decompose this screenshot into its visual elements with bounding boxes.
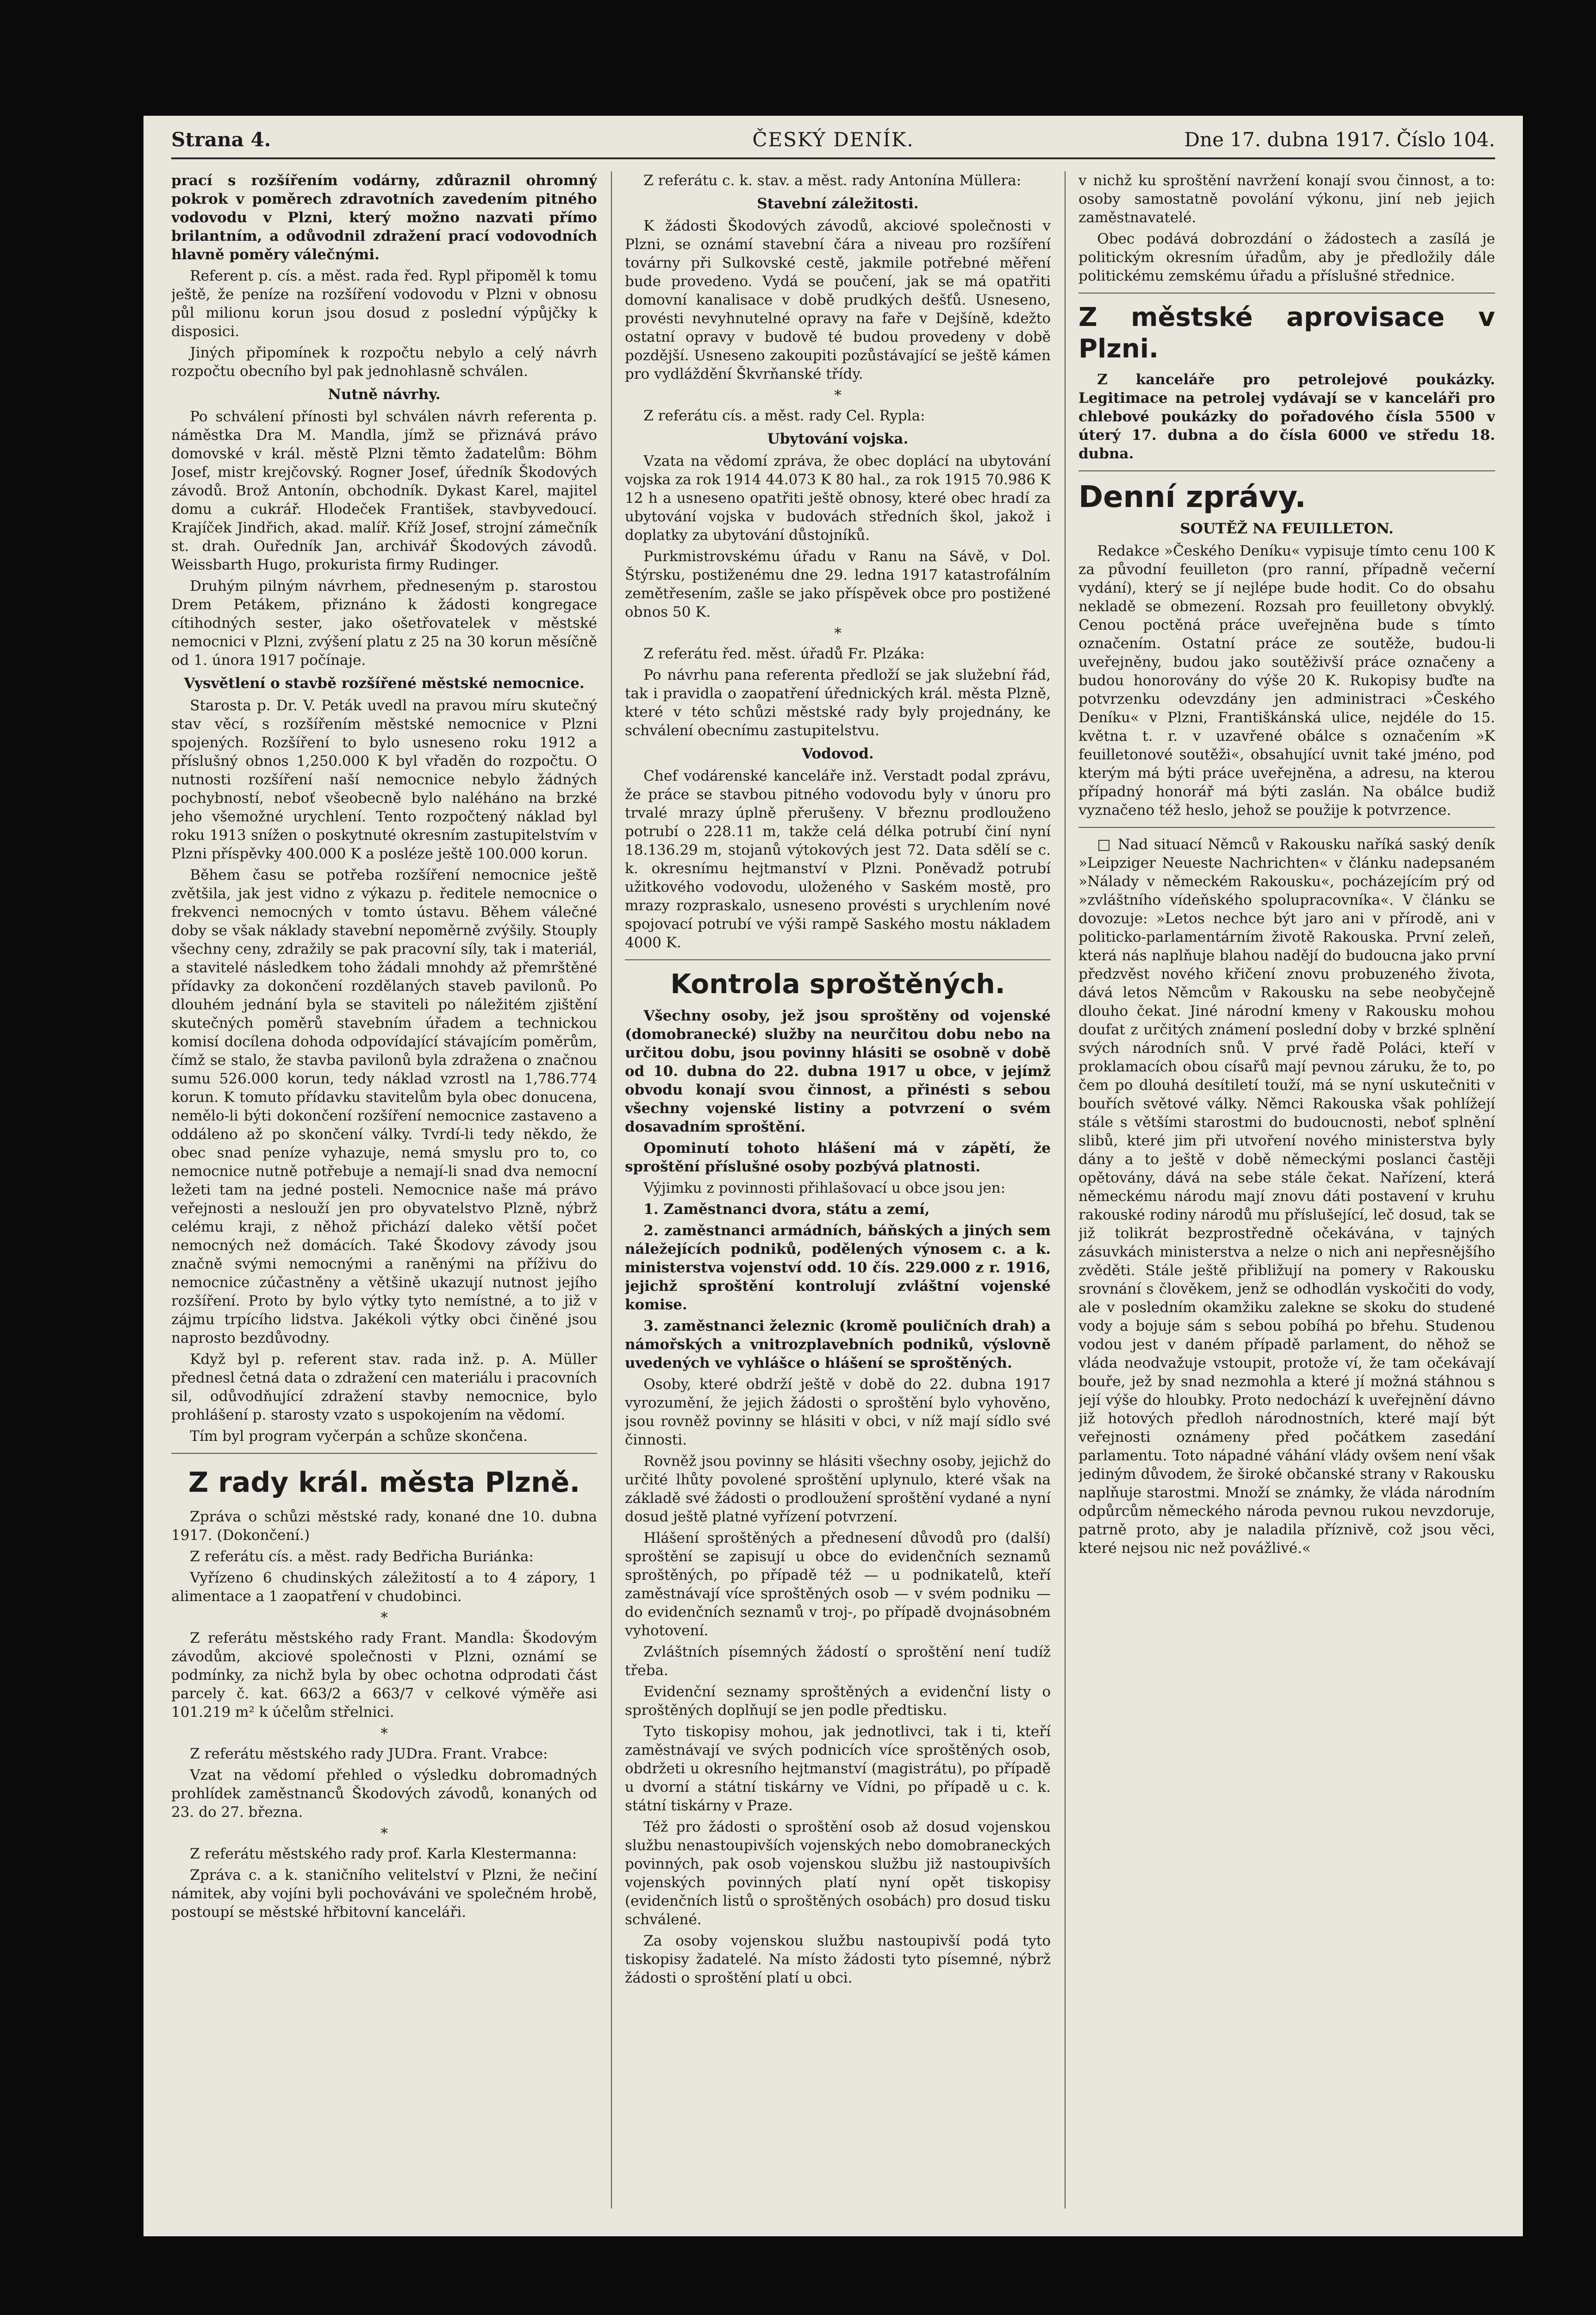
article-text: Když byl p. referent stav. rada inž. p. A. Müller přednesl četná data o zdražení cen materiálu i pracovních sil, odůvodňující zdražení stavby nemocnice, bylo prohlášení p. starosty vzato s uspokojením na vědomí. (171, 1351, 597, 1423)
article-text: Chef vodárenské kanceláře inž. Verstadt podal zprávu, že práce se stavbou pitného vodovodu byly v únoru pro trvalé mrazy úplně přerušeny. V březnu prodlouženo potrubí o 228.11 m, takže celá délka potrubí činí nyní 18.136.29 m, stojanů výtokových jest 72. Data sdělí se c. k. okresnímu hejtmanství v Plzni. Poněvadž potrubí užitkového vodovodu, uloženého v Saském mostě, pro mrazy rozpraskalo, usneseno provésti s urychlením nové spojovací potrubí ve výši rampě Saského mostu nákladem 4000 K. (625, 768, 1051, 951)
article-text: Z referátu městského rady Frant. Mandla: Škodovým závodům, akciové společnosti v Plzni, oznámí se podmínky, za nichž byla by obec ochotna odprodati část parcely č. kat. 663/2 a 663/7 v celkové výměře asi 101.219 m² k účelům střelnici. (171, 1630, 597, 1721)
masthead: ČESKÝ DENÍK. (752, 128, 914, 151)
article-text: prací s rozšířením vodárny, zdůraznil ohromný pokrok v poměrech zdravotních zavedením pitného vodovodu v Plzni, který možno nazvati přímo brilantním, a odůvodnil zdražení prací vodovodních hlavně poměry válečnými. (171, 172, 597, 263)
article-text: Během času se potřeba rozšíření nemocnice ještě zvětšila, jak jest vidno z výkazu p. ředitele nemocnice o frekvenci nemocných v tomto ústavu. Během válečné doby se však náklady stavební nepoměrně zvýšily. Stouply všechny ceny, zdražily se pak pracovní síly, tak i materiál, a stavitelé následkem toho žádali mnohdy až přemrštěné přídavky za dokončení rozdělaných staveb pavilonů. Po dlouhém jednání byla se staviteli po náležitém zjištění skutečných poměrů stavebním úřadem a technickou komisí docílena dohoda odpovídající stávajícím poměrům, čímž se stalo, že stavba pavilonů byla zdražena o značnou sumu 526.000 korun, tedy náklad vzrostl na 1,786.774 korun. K tomuto přídavku stavitelům byla obec donucena, nemělo-li býti dokončení rozšíření nemocnice zastaveno a oddáleno až po skončení války. Tvrdí-li tedy někdo, že obec snad peníze vyhazuje, nemá smyslu pro to, co nemocnice nutně potřebuje a nemají-li snad dva nemocní ležeti tam na jedné posteli. Nemocnice naše má právo veřejnosti a neslouží jen pro obyvatelstvo Plzně, nýbrž celému kraji, z něhož přichází daleko větší počet nemocných než domácích. Také Škodovy závody jsou značně svými nemocnými a raněnými na příživu do nemocnice zúčastněny a většině ukazují nutnost jejího rozšíření. Proto by bylo výtky tyto nemístné, a to již v zájmu trpícího lidstva. Jakékoli výtky obci činěné jsou naprosto bezdůvodny. (171, 867, 597, 1346)
article-text: Vyřízeno 6 chudinských záležitostí a to 4 zápory, 1 alimentace a 1 zaopatření v chudobinci. (171, 1570, 597, 1605)
article-text: □ Nad situací Němců v Rakousku naříká saský deník »Leipziger Neueste Nachrichten« v článku nadepsaném »Nálady v německém Rakousku«, pocházejícím prý od »zvláštního vídeňského spolupracovníka«. V článku se dovozuje: »Letos nechce být jaro ani v přírodě, ani v politicko-parlamentárním životě Rakouska. První zeleň, která nás naplňuje blahou nadějí do budoucna jako první předzvěst nového křičení znovu probuzeného života, dává letos Němcům v Rakousku na sebe neobyčejně dlouho čekat. Jiné národní kmeny v Rakousku mohou doufat z určitých známení poslední doby v brzké splnění svých národních snů. V prvé řadě Poláci, kteří v proklamacích obou císařů mají pevnou záruku, že to, po čem po dlouhá desítiletí touží, má se nyní uskutečniti v bouřích světové války. Němci Rakouska však pohlížejí stále s většími starostmi do budoucnosti, neboť splnění slibů, které jim při utvoření nového ministerstva byly dány a to ještě v době německými poslanci častěji opětovány, dává na sebe stále čekat. Nařízení, která německému národu mají znovu dáti postavení v kruhu rakouské rodiny národů mu příslušející, leč dosud, tak se již tolikrát bezprostředně očekávána, v tajných zásuvkách ministerstva a nelze o nich ani nepřesnějšího zvěděti. Stále ještě přibližují na pomery v Rakousku srovnání s člověkem, jenž se odhodlán vyskočiti do vody, ale v posledním okamžiku zalekne se skoku do studené vody a bojuje sám s sebou pobíhá po břehu. Studenou vodou jest v daném případě parlament, do něhož se vláda neodvažuje vstoupit, protože ví, že tam očekávají bouře, jež by snad nezmohla a které jí možná stáhnou s její výše do hloubky. Proto nedochází k uveřejnění dávno již hotových předloh národnostních, které mají být veřejnosti oznámeny před počátkem zasedání parlamentu. Toto nápadné váhání vlády ovšem není však jediným důvodem, že široké občanské strany v Rakousku naplňuje starostmi. Množí se známky, že vláda národním odpůrcům německého národa pevnou rukou nevzdoruje, patrně proto, aby je naladila příznivě, což jsou věci, které nejsou nic než povážlivé.« (1079, 836, 1495, 1557)
article-text: Též pro žádosti o sproštění osob až dosud vojenskou službu nenastoupivších vojenských nebo domobraneckých povinných, pak osob vojenskou službu již nastoupivších vojenských povinných platí nyní opět tiskopisy (evidenčních listů o sproštěných osobách) pro dosud tisku schválené. (625, 1819, 1051, 1928)
article-text: Evidenční seznamy sproštěných a evidenční listy o sproštěných doplňují se jen podle předtisku. (625, 1683, 1051, 1719)
page-header (171, 127, 1495, 153)
subheading: Vodovod. (802, 745, 874, 762)
article-text: Opominutí tohoto hlášení má v zápětí, že sproštění příslušné osoby pozbývá platnosti. (625, 1140, 1051, 1175)
article-text: v nichž ku sproštění navržení konají svou činnost, a to: osoby samostatně povolání výkonu, jiní neb jejich zaměstnavatelé. (1079, 172, 1495, 226)
section-rule (625, 959, 1051, 960)
section-title: Z rady král. města Plzně. (188, 1466, 580, 1499)
separator-dot: * (380, 1609, 388, 1626)
article-text: Vzata na vědomí zpráva, že obec doplácí na ubytování vojska za rok 1914 44.073 K 80 hal., za rok 1915 70.986 K 12 h a usneseno opatřiti ještě obnosy, které obec hradí za ubytování vojska v budovách středních škol, jakož i doplatky za ubytování důstojníků. (625, 453, 1051, 544)
separator-dot: * (834, 625, 842, 642)
article-text: Z referátu c. k. stav. a měst. rady Antonína Müllera: (643, 172, 1022, 189)
article-text: Druhým pilným návrhem, předneseným p. starostou Drem Petákem, přiznáno k žádosti kongregace cítihodných sester, jako ošetřovatelek v městské nemocnici v Plzni, zvýšení platu z 25 na 30 korun měsíčně od 1. února 1917 počínaje. (171, 578, 597, 669)
subheading: SOUTĚŽ NA FEUILLETON. (1180, 520, 1394, 537)
column-divider (1065, 171, 1066, 2209)
column-divider (611, 171, 612, 2209)
article-text: Zpráva o schůzi městské rady, konané dne 10. dubna 1917. (Dokončení.) (171, 1508, 597, 1544)
page-number: Strana 4. (171, 128, 271, 151)
article-text: Z referátu městského rady prof. Karla Klestermanna: (190, 1846, 577, 1862)
subheading: Nutně návrhy. (328, 386, 441, 403)
article-text: Zpráva c. a k. staničního velitelství v Plzni, že nečiní námitek, aby vojíni byli pochováváni ve společném hrobě, postoupí se městské hřbitovní kanceláři. (171, 1867, 597, 1921)
article-text: Starosta p. Dr. V. Peták uvedl na pravou míru skutečný stav věcí, s rozšířením městské nemocnice v Plzni spojených. Rozšíření to bylo usneseno roku 1912 a příslušný obnos 1,250.000 K byl vřaděn do rozpočtu. O nutnosti rozšíření naší nemocnice nebylo žádných pochybností, neboť všeobecně bylo naléháno na brzké jeho všemožné urychlení. Tento rozpočtený náklad byl roku 1913 snížen o poskytnuté okresním zastupitelstvím v Plzni příspěvky 400.000 K a posléze ještě 100.000 korun. (171, 697, 597, 862)
article-text: Hlášení sproštěných a přednesení důvodů pro (další) sproštění se zapisují u obce do evidenčních seznamů sproštěných, po případě též — u podnikatelů, kteří zaměstnávají více sproštěných osob — v svém podniku — do evidenčních seznamů v troj-, po případě dvojnásobném vyhotovení. (625, 1530, 1051, 1639)
section-title: Z městské aprovisace v Plzni. (1079, 302, 1495, 364)
article-text: Z referátu cís. a měst. rady Cel. Rypla: (643, 407, 925, 424)
article-text: Jiných připomínek k rozpočtu nebylo a celý návrh rozpočtu obecního byl pak jednohlasně schválen. (171, 344, 597, 380)
article-text: Z referátu cís. a měst. rady Bedřicha Buriánka: (190, 1548, 534, 1565)
separator-dot: * (834, 387, 842, 404)
article-text: Zvláštních písemných žádostí o sproštění není tudíž třeba. (625, 1644, 1051, 1679)
article-text: Tím byl program vyčerpán a schůze skončena. (190, 1428, 528, 1445)
column-2 (625, 171, 1051, 2218)
section-rule (1079, 470, 1495, 471)
subheading: Vysvětlení o stavbě rozšířené městské nemocnice. (184, 675, 585, 692)
subheading: Ubytování vojska. (767, 431, 909, 447)
subheading: Stavební záležitosti. (757, 195, 919, 212)
article-text: 3. zaměstnanci železnic (kromě pouličních drah) a námořských a vnitrozplavebních podniků, výslovně uvedených ve vyhlášce o hlášení se sproštěných. (625, 1318, 1051, 1371)
section-title: Kontrola sproštěných. (670, 968, 1005, 1000)
separator-dot: * (380, 1725, 388, 1742)
newspaper-page (143, 116, 1523, 2236)
section-title: Denní zprávy. (1079, 480, 1306, 514)
column-3 (1079, 171, 1495, 2218)
article-text: Rovněž jsou povinny se hlásiti všechny osoby, jejichž do určité lhůty povolené sproštění uplynulo, které však na základě své žádosti o prodloužení sproštění vydané a nyní dosud ještě platné vyřízení potvrzení. (625, 1453, 1051, 1525)
separator-dot: * (380, 1825, 388, 1842)
article-text: Za osoby vojenskou službu nastoupivší podá tyto tiskopisy žadatelé. Na místo žádosti tyto písemné, nýbrž žádosti o sproštění platí u obci. (625, 1933, 1051, 1986)
article-text: Osoby, které obdrží ještě v době do 22. dubna 1917 vyrozumění, že jejich žádosti o sproštění bylo vyhověno, jsou rovněž povinny se hlásiti v obci, v níž mají sídlo své činnosti. (625, 1376, 1051, 1448)
article-text: Po schválení přínosti byl schválen návrh referenta p. náměstka Dra M. Mandla, jímž se přiznává právo domovské v král. městě Plzni těmto žadatelům: Böhm Josef, mistr krejčovský. Rogner Josef, úředník Škodových závodů. Brož Antonín, obchodník. Dykast Karel, majitel domu a cukrář. Hlodeček František, stavbyvedoucí. Krajíček Jindřich, akad. malíř. Kříž Josef, strojní zámečník st. drah. Ouředník Jan, archivář Škodových závodů. Weissbarth Hugo, prokurista firmy Rudinger. (171, 408, 597, 573)
article-text: K žádosti Škodových závodů, akciové společnosti v Plzni, se oznámí stavební čára a niveau pro rozšíření továrny při Sulkovské cestě, jakmile potřebné měření bude provedeno. Vydá se poučení, jak se má opatřiti domovní kanalisace v době prudkých dešťů. Usneseno, provésti nevyhnutelné opravy na faře v Dejšíně, kdežto ostatní opravy v budově té budou provedeny v době pozdější. Usneseno zakoupiti pozůstávající se ještě kámen pro vydláždění Škvrňanské třídy. (625, 218, 1051, 382)
article-text: Výjimku z povinnosti přihlašovací u obce jsou jen: (643, 1180, 1006, 1196)
article-text: 2. zaměstnanci armádních, báňských a jiných sem náležejících podniků, podělených výnosem c. a k. ministerstva vojenství odd. 10 čís. 229.000 z r. 1916, jejichž sproštění kontrolují zvláštní vojenské komise. (625, 1222, 1051, 1313)
header-rule (171, 157, 1495, 159)
article-text: Po návrhu pana referenta předloží se jak služební řád, tak i pravidla o zaopatření úřednických král. města Plzně, které v této schůzi městské rady byly projednány, ke schválení obecnímu zastupitelstvu. (625, 667, 1051, 739)
issue-date: Dne 17. dubna 1917. Číslo 104. (1184, 128, 1495, 151)
article-text: Purkmistrovskému úřadu v Ranu na Sávě, v Dol. Štýrsku, postiženému dne 29. ledna 1917 katastrofálním zemětřesením, zašle se jako příspěvek obce pro postižené obnos 50 K. (625, 548, 1051, 620)
section-rule (1079, 827, 1495, 828)
section-rule (1079, 293, 1495, 294)
article-text: Z referátu řed. měst. úřadů Fr. Plzáka: (643, 645, 925, 662)
column-1 (171, 171, 597, 2218)
article-text: Redakce »Českého Deníku« vypisuje tímto cenu 100 K za původní feuilleton (pro ranní, případně večerní vydání), který se jí nejlépe bude hodit. Co do obsahu nekladě se obmezení. Rozsah pro feuilletony obvyklý. Cenou poctěná práce uveřejněna bude s tímto označením. Ostatní práce ze soutěže, budou-li uveřejněny, budou jako soutěživší práce označeny a budou honorovány do výše 20 K. Rukopisy buďte na potvrzenku odevzdány jen administraci »Českého Deníku« v Plzni, Františkánská ulice, nejdéle do 15. května t. r. v uzavřené obálce s označením »K feuilletonové soutěži«, obsahující uvnit také jméno, pod kterým má býti práce uveřejněna, a adresu, na kterou případný honorář má býti zaslán. Na obálce budiž vyznačeno též heslo, jehož se použije k potvrzence. (1079, 543, 1495, 819)
article-text: Obec podává dobrozdání o žádostech a zasílá je politickým okresním úřadům, aby je předložily dále politickému zemskému úřadu a příslušné střednice. (1079, 231, 1495, 284)
article-text: Referent p. cís. a měst. rada řed. Rypl připoměl k tomu ještě, že peníze na rozšíření vodovodu v Plzni v obnosu půl milionu korun jsou dosud z poslední výpůjčky k disposici. (171, 268, 597, 340)
article-text: Vzat na vědomí přehled o výsledku dobromadných prohlídek zaměstnanců Škodových závodů, konaných od 23. do 27. března. (171, 1767, 597, 1821)
article-text: Všechny osoby, jež jsou sproštěny od vojenské (domobranecké) služby na neurčitou dobu nebo na určitou dobu, jsou povinny hlásiti se osobně v době od 10. dubna do 22. dubna 1917 u obce, v jejímž obvodu konají svou činnost, a přinésti s sebou všechny vojenské listiny a potvrzení o svém dosavadním sproštění. (625, 1007, 1051, 1135)
article-text: Z kanceláře pro petrolejové poukázky. Legitimace na petrolej vydávají se v kanceláři pro chlebové poukázky do pořadového čísla 5500 v úterý 17. dubna a do čísla 6000 ve středu 18. dubna. (1079, 371, 1495, 462)
section-rule (171, 1453, 597, 1454)
article-text: Z referátu městského rady JUDra. Frant. Vrabce: (190, 1746, 548, 1762)
article-text: Tyto tiskopisy mohou, jak jednotlivci, tak i ti, kteří zaměstnávají ve svých podnicích více sproštěných osob, obdržeti u okresního hejtmanství (magistrátu), po případě u dvorní a státní tiskárny ve Vídni, po případě u c. k. státní tiskárny v Praze. (625, 1723, 1051, 1814)
article-text: 1. Zaměstnanci dvora, státu a zemí, (643, 1201, 930, 1218)
